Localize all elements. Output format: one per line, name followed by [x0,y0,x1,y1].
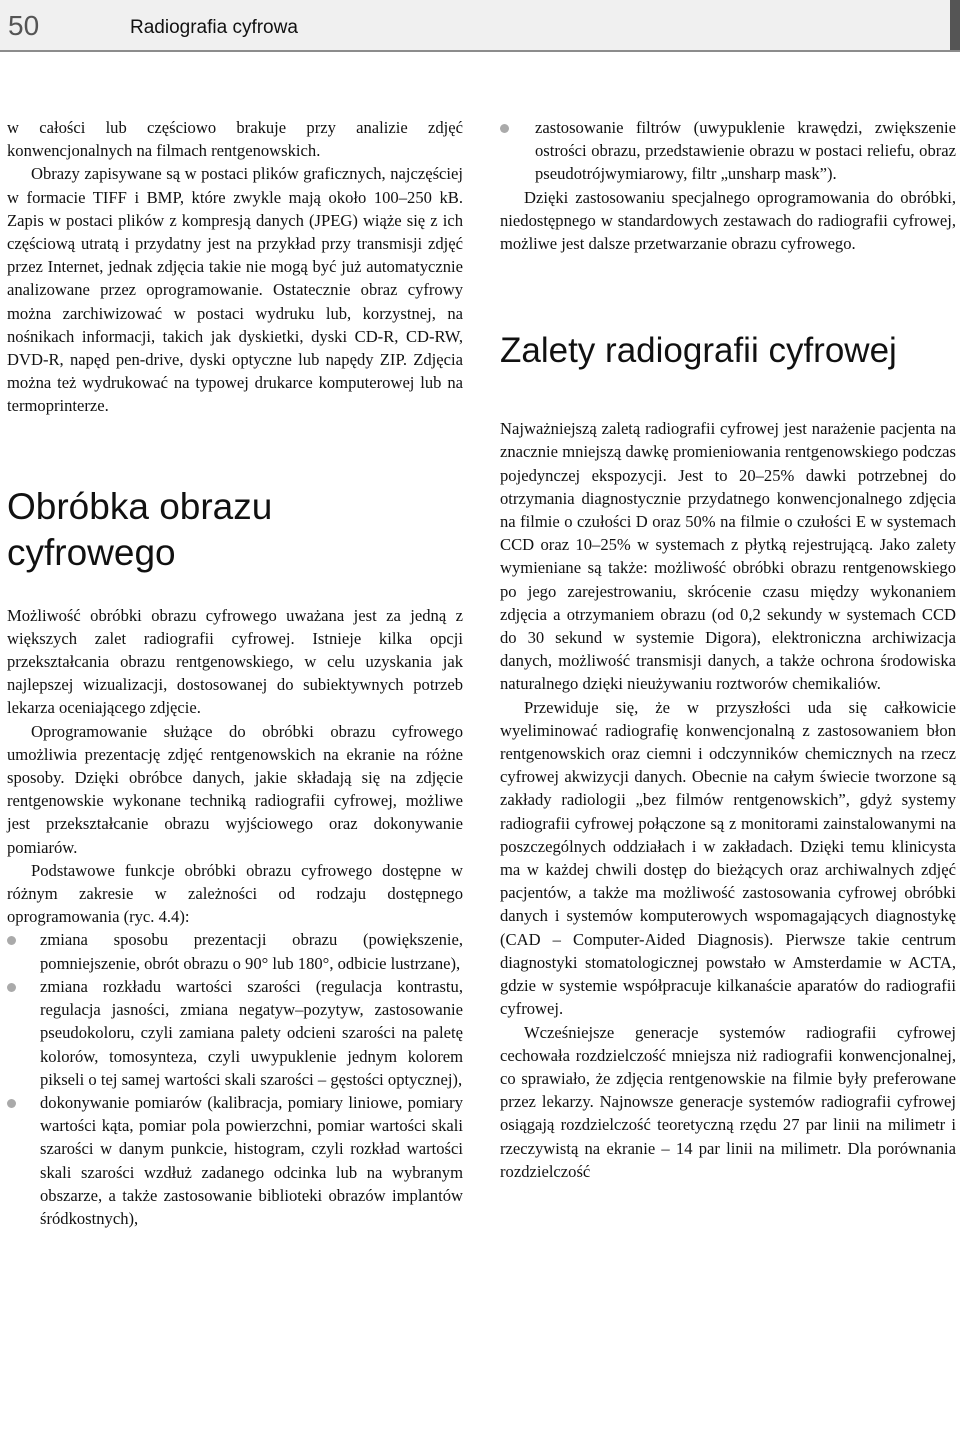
list-item [7,975,463,1091]
bullet-icon [7,936,16,945]
page-number: 50 [8,10,40,41]
running-title: Radiografia cyfrowa [130,17,298,38]
left-column [7,116,463,1230]
paragraph: Najważniejszą zaletą radiografii cyfrowej jest narażenie pacjenta na znacznie mniejszą dawkę promieniowania rentgenowskiego podczas pojedynczej ekspozycji. Jest to 20–25% dawki potrzebnej do otrzymania diagnostycznie przydatnego konwencjonalnego zdjęcia na filmie o czułości D oraz 50% na filmie o czułości E w systemach CCD oraz 10–25% w systemach z płytką rejestrującą. Jako zalety wymieniane są także: możliwość obróbki obrazu rentgenowskiego po jego zarejestrowaniu, skrócenie czasu między wykonaniem zdjęcia a otrzymaniem obrazu (od 0,2 sekundy w systemach CCD do 30 sekund w systemie Digora), elektroniczna archiwizacja danych, możliwość transmisji danych, a także ochrona środowiska naturalnego dzięki nieużywaniu roztworów chemikaliów. [500,419,956,694]
paragraph: w całości lub częściowo brakuje przy analizie zdjęć konwencjonalnych na filmach rentgenowskich. [7,118,463,161]
list-item-text: zastosowanie filtrów (uwypuklenie krawędzi, zwiększenie ostrości obrazu, przedstawienie obrazu w postaci reliefu, obraz pseudotrójwymiarowy, filtr „unsharp mask”). [535,118,956,184]
paragraph: Możliwość obróbki obrazu cyfrowego uważana jest za jedną z większych zalet radiografii cyfrowej. Istnieje kilka opcji przekształcania obrazu rentgenowskiego, w celu uzyskania jak najlepszej wizualizacji, dostosowanej do subiektywnych potrzeb lekarza oceniającego zdjęcie. [7,605,463,718]
section-heading-image-processing: Obróbka obrazu cyfrowego [7,485,273,573]
paragraph: Podstawowe funkcje obróbki obrazu cyfrowego dostępne w różnym zakresie w zależności od rodzaju dostępnego oprogramowania (ryc. 4.4): [7,860,463,927]
page-header [0,0,960,52]
list-item-text: zmiana sposobu prezentacji obrazu (powiększenie, pomniejszenie, obrót obrazu o 90° lub 180°, odbicie lustrzane), [40,930,463,973]
bullet-list [500,116,956,186]
list-item-text: zmiana rozkładu wartości szarości (regulacja kontrastu, regulacja jasności, zmiana negatyw–pozytyw, zastosowanie pseudokoloru, czyli zamiana palety odcieni szarości na paletę kolorów, tomosynteza, czyli uwypuklenie jednym kolorem pikseli o tej samej wartości skali szarości – gęstości optycznej), [40,976,463,1089]
bullet-icon [500,124,509,133]
bullet-list [7,928,463,1230]
paragraph: Obrazy zapisywane są w postaci plików graficznych, najczęściej w formacie TIFF i BMP, które zwykle mają około 100–250 kB. Zapis w postaci plików z kompresją danych (JPEG) wiąże się z ich częściową utratą i przydatny jest na przykład przy transmisji zdjęć przez Internet, jednak zdjęcia takie nie mogą być już automatycznie analizowane przez oprogramowanie. Ostatecznie obraz cyfrowy można zarchiwizować w postaci wydruku lub, korzystnej, na nośnikach informacji, takich jak dyskietki, dyski CD-R, CD-RW, DVD-R, napęd pen-drive, dyski optyczne lub napędy ZIP. Zdjęcia można też wydrukować na typowej drukarce komputerowej lub na termoprinterze. [7,164,463,416]
list-item [500,116,956,186]
section-heading-advantages: Zalety radiografii cyfrowej [500,331,897,371]
paragraph: Dzięki zastosowaniu specjalnego oprogramowania do obróbki, niedostępnego w standardowych zestawach do radiografii cyfrowej, możliwe jest dalsze przetwarzanie obrazu cyfrowego. [500,187,956,254]
paragraph: Wcześniejsze generacje systemów radiografii cyfrowej cechowała rozdzielczość mniejsza niż radiografii konwencjonalnej, co sprawiało, że zdjęcia rentgenowskie na filmie były preferowane przez lekarzy. Najnowsze generacje systemów radiografii cyfrowej osiągają rozdzielczość teoretyczną rzędu 27 par linii na milimetr i rzeczywistą na ekranie – 14 par linii na milimetr. Dla porównania rozdzielczość [500,1022,956,1181]
list-item [7,1091,463,1230]
right-column [500,116,956,1183]
header-edge-bar [950,0,960,50]
list-item [7,928,463,974]
paragraph: Przewiduje się, że w przyszłości uda się całkowicie wyeliminować radiografię konwencjonalną z zastosowaniem błon rentgenowskich oraz ciemni i odczynników chemicznych na rzecz cyfrowej akwizycji danych. Obecnie na całym świecie tworzone są zakłady radiologii „bez filmów rentgenowskich”, gdyż systemy radiografii cyfrowej połączone są z monitorami zainstalowanymi na poszczególnych oddziałach i w zakładach. Dzięki temu klinicysta ma w każdej chwili dostęp do bieżących oraz archiwalnych zdjęć pacjentów, a także ma możliwość zastosowania cyfrowej obróbki danych i systemów komputerowych wspomagających diagnostykę (CAD – Computer-Aided Diagnosis). Pierwsze takie centrum diagnostyki stomatologicznej powstało w Amsterdamie w ACTA, gdzie w systemie współpracuje kilkanaście aparatów do radiografii cyfrowej. [500,697,956,1019]
paragraph: Oprogramowanie służące do obróbki obrazu cyfrowego umożliwia prezentację zdjęć rentgenowskich na ekranie na różne sposoby. Dzięki obróbce danych, jakie składają się na zdjęcie rentgenowskie wykonane techniką radiografii cyfrowej, możliwe jest przekształcanie obrazu wyjściowego oraz dokonywanie pomiarów. [7,721,463,857]
bullet-icon [7,983,16,992]
bullet-icon [7,1099,16,1108]
list-item-text: dokonywanie pomiarów (kalibracja, pomiary liniowe, pomiary wartości kąta, pomiar pola powierzchni, pomiar wartości skali szarości w danym punkcie, histogram, czyli rozkład wartości skali szarości wzdłuż zadanego odcinka lub na wybranym obszarze, a także zastosowanie biblioteki obrazów implantów śródkostnych), [40,1092,463,1228]
